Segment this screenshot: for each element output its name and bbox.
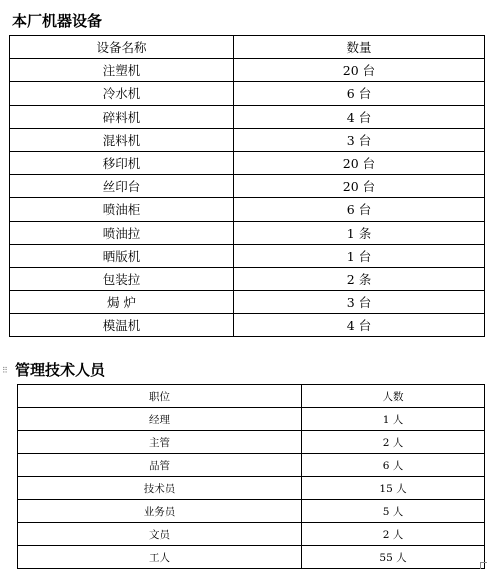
position-cell: 品管 — [18, 454, 302, 477]
table-row — [18, 454, 485, 477]
equipment-name-cell: 焗 炉 — [10, 291, 234, 314]
table-row — [10, 59, 485, 82]
column-header-quantity: 数量 — [234, 36, 485, 59]
table-row — [18, 523, 485, 546]
position-cell: 业务员 — [18, 500, 302, 523]
quantity-cell: 1 条 — [234, 221, 485, 244]
equipment-name-cell: 喷油拉 — [10, 221, 234, 244]
headcount-cell: 2 人 — [302, 523, 485, 546]
table-row — [10, 82, 485, 105]
headcount-cell: 55 人 — [302, 546, 485, 569]
headcount-cell: 6 人 — [302, 454, 485, 477]
equipment-name-cell: 包装拉 — [10, 267, 234, 290]
position-cell: 工人 — [18, 546, 302, 569]
table-row — [10, 128, 485, 151]
position-cell: 技术员 — [18, 477, 302, 500]
equipment-name-cell: 移印机 — [10, 151, 234, 174]
quantity-cell: 6 台 — [234, 82, 485, 105]
staff-table — [17, 384, 485, 569]
column-header-headcount: 人数 — [302, 385, 485, 408]
position-cell: 经理 — [18, 408, 302, 431]
column-header-equipment-name: 设备名称 — [10, 36, 234, 59]
table-move-handle-icon[interactable]: ⠿ — [2, 366, 8, 375]
section-title-equipment: 本厂机器设备 — [12, 12, 103, 30]
headcount-cell: 1 人 — [302, 408, 485, 431]
quantity-cell: 4 台 — [234, 314, 485, 337]
table-row — [10, 244, 485, 267]
equipment-name-cell: 碎料机 — [10, 105, 234, 128]
table-row — [10, 175, 485, 198]
page-corner-mark — [480, 562, 487, 569]
equipment-name-cell: 注塑机 — [10, 59, 234, 82]
table-row — [10, 221, 485, 244]
table-row — [10, 314, 485, 337]
equipment-name-cell: 喷油柜 — [10, 198, 234, 221]
position-cell: 文员 — [18, 523, 302, 546]
headcount-cell: 15 人 — [302, 477, 485, 500]
equipment-name-cell: 丝印台 — [10, 175, 234, 198]
table-header-row — [18, 385, 485, 408]
table-row — [18, 546, 485, 569]
table-row — [10, 198, 485, 221]
table-row — [10, 291, 485, 314]
headcount-cell: 2 人 — [302, 431, 485, 454]
headcount-cell: 5 人 — [302, 500, 485, 523]
section-title-management-staff: 管理技术人员 — [15, 361, 106, 379]
quantity-cell: 1 台 — [234, 244, 485, 267]
quantity-cell: 20 台 — [234, 175, 485, 198]
table-row — [18, 431, 485, 454]
equipment-name-cell: 混料机 — [10, 128, 234, 151]
quantity-cell: 3 台 — [234, 291, 485, 314]
quantity-cell: 20 台 — [234, 151, 485, 174]
equipment-name-cell: 晒版机 — [10, 244, 234, 267]
quantity-cell: 4 台 — [234, 105, 485, 128]
table-row — [10, 267, 485, 290]
equipment-name-cell: 模温机 — [10, 314, 234, 337]
table-row — [10, 151, 485, 174]
quantity-cell: 2 条 — [234, 267, 485, 290]
table-row — [18, 408, 485, 431]
quantity-cell: 3 台 — [234, 128, 485, 151]
quantity-cell: 6 台 — [234, 198, 485, 221]
equipment-name-cell: 冷水机 — [10, 82, 234, 105]
equipment-table — [9, 35, 485, 337]
column-header-position: 职位 — [18, 385, 302, 408]
table-header-row — [10, 36, 485, 59]
position-cell: 主管 — [18, 431, 302, 454]
quantity-cell: 20 台 — [234, 59, 485, 82]
table-row — [18, 500, 485, 523]
table-row — [10, 105, 485, 128]
table-row — [18, 477, 485, 500]
